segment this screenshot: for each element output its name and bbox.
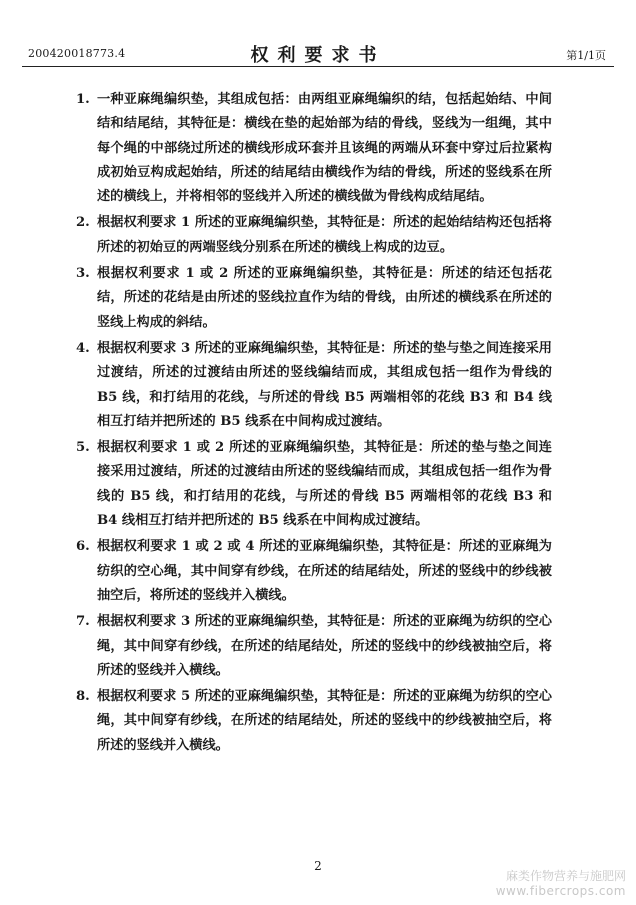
claim-text: 根据权利要求 3 所述的亚麻绳编织垫，其特征是：所述的垫与垫之间连接采用过渡结，所述的过渡结由所述的竖线编结而成，其组成包括一组作为骨线的 B5 线，和打结用的花线，与所述的骨线 B5 两端相邻的花线 B3 和 B4 线相互打结并把所述的 B5 线系在中间构成过渡结。: [97, 340, 552, 429]
claim-item: [76, 610, 552, 683]
claim-text: 根据权利要求 1 或 2 所述的亚麻绳编织垫，其特征是：所述的垫与垫之间连接采用过渡结，所述的过渡结由所述的竖线编结而成，其组成包括一组作为骨线的 B5 线，和打结用的花线，与所述的骨线 B5 两端相邻的花线 B3 和 B4 线相互打结并把所述的 B5 线系在中间构成过渡结。: [97, 440, 552, 529]
claim-number: 3.: [76, 266, 90, 282]
claim-item: [76, 535, 552, 608]
claim-item: [76, 337, 552, 434]
claim-text: 根据权利要求 1 或 2 或 4 所述的亚麻绳编织垫，其特征是：所述的亚麻绳为纺织的空心绳，其中间穿有纱线，在所述的结尾结处，所述的竖线中的纱线被抽空后，将所述的竖线并入横线。: [97, 539, 552, 603]
claim-text: 一种亚麻绳编织垫，其组成包括：由两组亚麻绳编织的结，包括起始结、中间结和结尾结，其特征是：横线在垫的起始部为结的骨线，竖线为一组绳，其中每个绳的中部绕过所述的横线形成环套并且该绳的两端从环套中穿过后拉紧构成初始豆构成起始结，所述的结尾结由横线作为结的骨线，所述的竖线系在所述的横线上，并将相邻的竖线并入所述的横线做为骨线构成结尾结。: [97, 92, 552, 205]
claim-item: [76, 211, 552, 260]
application-number: 200420018773.4: [28, 47, 126, 60]
claim-number: 8.: [76, 689, 90, 705]
claim-item: [76, 88, 552, 209]
claim-text: 根据权利要求 3 所述的亚麻绳编织垫，其特征是：所述的亚麻绳为纺织的空心绳，其中间穿有纱线，在所述的结尾结处，所述的竖线中的纱线被抽空后，将所述的竖线并入横线。: [97, 614, 552, 678]
claim-text: 根据权利要求 1 所述的亚麻绳编织垫，其特征是：所述的起始结结构还包括将所述的初始豆的两端竖线分别系在所述的横线上构成的边豆。: [97, 215, 552, 255]
page-indicator: 第1/1页: [566, 49, 606, 62]
claim-number: 5.: [76, 440, 90, 456]
claim-item: [76, 436, 552, 533]
claim-text: 根据权利要求 5 所述的亚麻绳编织垫，其特征是：所述的亚麻绳为纺织的空心绳，其中间穿有纱线，在所述的结尾结处，所述的竖线中的纱线被抽空后，将所述的竖线并入横线。: [97, 689, 552, 753]
site-watermark: [496, 869, 626, 899]
page-number: 2: [314, 859, 322, 873]
claim-number: 4.: [76, 340, 90, 356]
claim-number: 1.: [76, 92, 90, 107]
claim-item: [76, 685, 552, 758]
claim-number: 6.: [76, 539, 90, 555]
claim-number: 7.: [76, 614, 90, 630]
claim-item: [76, 262, 552, 335]
claim-number: 2.: [76, 215, 90, 231]
claim-text: 根据权利要求 1 或 2 所述的亚麻绳编织垫，其特征是：所述的结还包括花结，所述的花结是由所述的竖线拉直作为结的骨线，由所述的横线系在所述的竖线上构成的斜结。: [97, 266, 552, 330]
page-title: 权利要求书: [250, 45, 386, 66]
header-divider: [22, 66, 614, 67]
watermark-url: www.fibercrops.com: [495, 884, 626, 898]
claims-list: [76, 88, 552, 760]
watermark-site-name: 麻类作物营养与施肥网: [505, 869, 626, 883]
